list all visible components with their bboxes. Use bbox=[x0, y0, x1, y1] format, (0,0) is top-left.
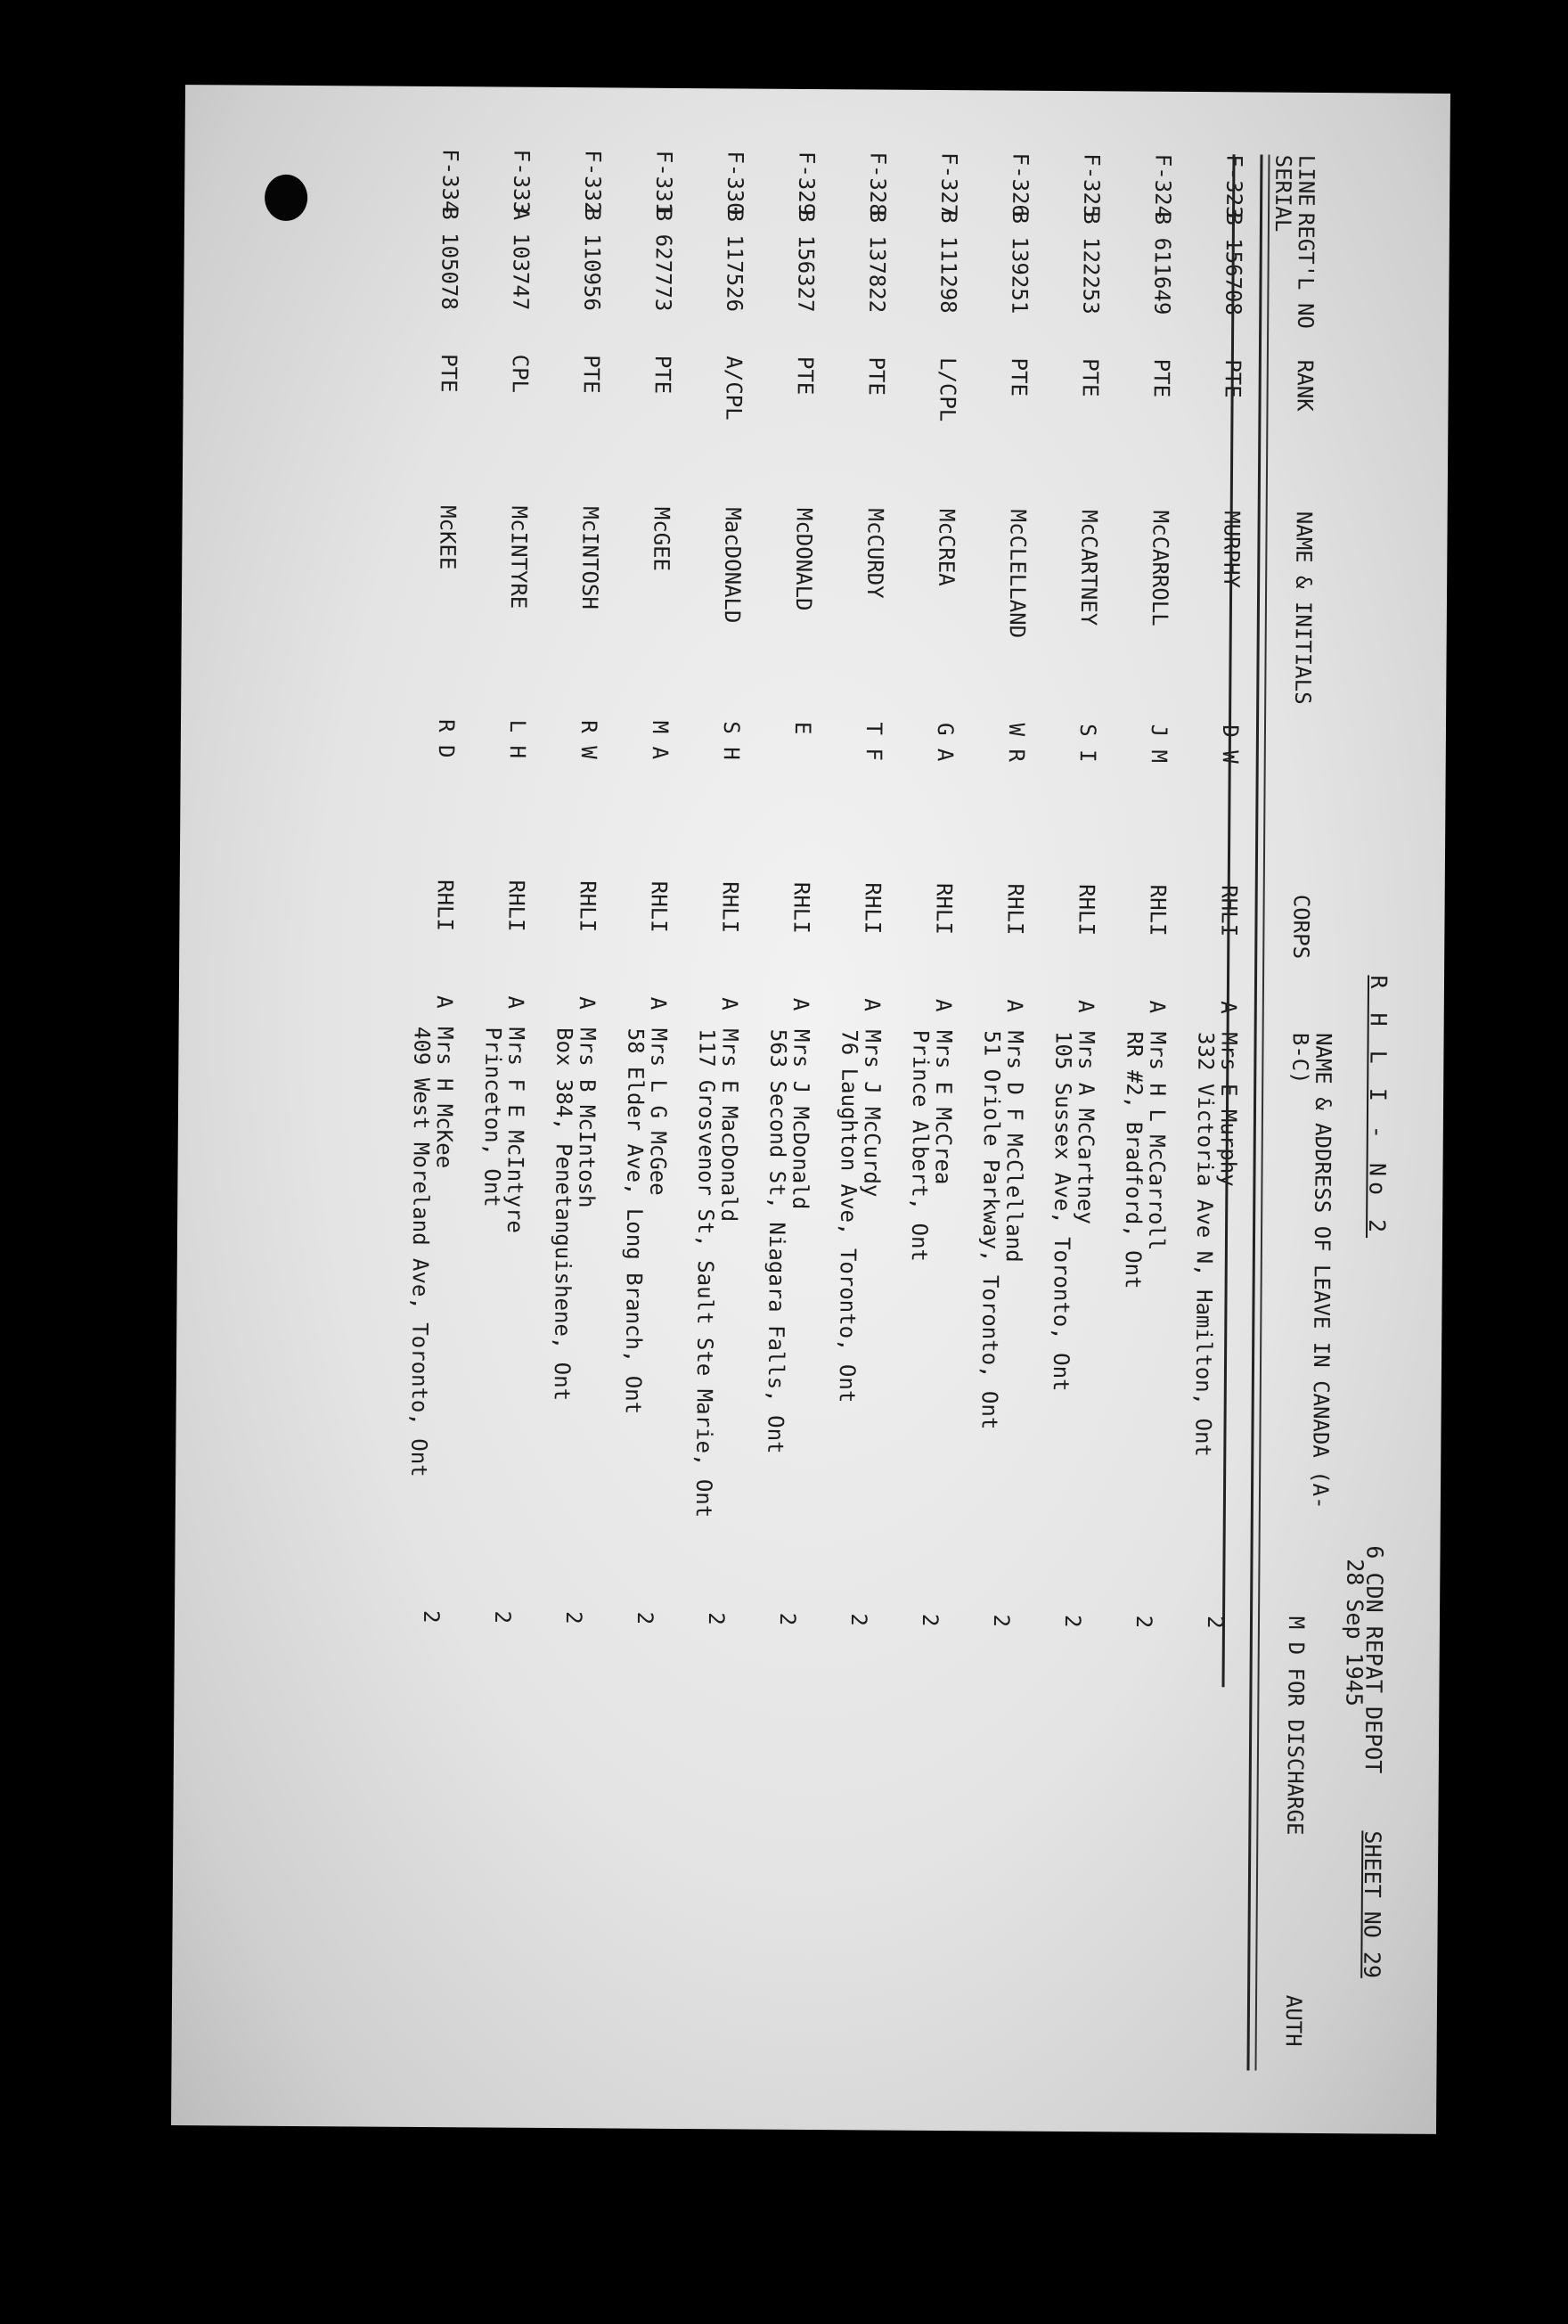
corps: RHLI bbox=[575, 880, 600, 933]
line-serial: F-328 bbox=[864, 151, 891, 217]
surname: McCARTNEY bbox=[1075, 510, 1102, 626]
surname: McGEE bbox=[649, 506, 674, 572]
rank: PTE bbox=[649, 355, 675, 395]
roll-rows bbox=[406, 149, 1247, 2097]
line-serial: F-326 bbox=[1007, 152, 1033, 217]
leave-address bbox=[622, 1028, 671, 1415]
leave-address bbox=[407, 1027, 457, 1477]
address-code: A bbox=[431, 995, 457, 1009]
table-row bbox=[1090, 153, 1175, 2097]
rank: PTE bbox=[1077, 358, 1103, 397]
line-serial: F-323 bbox=[1221, 154, 1247, 219]
surname: McINTYRE bbox=[505, 505, 532, 610]
address-street: 51 Oriole Parkway, Toronto, Ont bbox=[976, 1030, 1005, 1430]
surname: MacDONALD bbox=[719, 507, 746, 624]
rank: PTE bbox=[436, 354, 461, 393]
address-street: 563 Second St, Niagara Falls, Ont bbox=[763, 1028, 791, 1454]
regt-number: B 627773 bbox=[650, 208, 677, 312]
address-street: 409 West Moreland Ave, Toronto, Ont bbox=[406, 1026, 435, 1477]
table-row bbox=[592, 150, 676, 2093]
md-for-discharge: 2 bbox=[988, 1614, 1015, 1628]
initials: L H bbox=[504, 719, 531, 759]
md-for-discharge: 2 bbox=[632, 1611, 658, 1625]
initials: T F bbox=[861, 722, 887, 761]
rank: PTE bbox=[1006, 357, 1032, 397]
corps: RHLI bbox=[717, 881, 743, 934]
corps: RHLI bbox=[860, 882, 886, 935]
surname: McDONALD bbox=[790, 507, 817, 611]
address-name: Mrs J McDonald bbox=[788, 1028, 814, 1210]
regt-number: B 122253 bbox=[1078, 211, 1105, 315]
regt-number: B 111298 bbox=[935, 209, 962, 314]
address-street: 58 Elder Ave, Long Branch, Ont bbox=[620, 1027, 649, 1415]
surname: McCLELLAND bbox=[1004, 509, 1031, 639]
col-header-serial: LINE SERIAL bbox=[1270, 154, 1319, 233]
regt-number: B 139251 bbox=[1007, 210, 1033, 315]
col-header-address: NAME & ADDRESS OF LEAVE IN CANADA (A-B-C) bbox=[1287, 1032, 1336, 1510]
table-row bbox=[663, 151, 747, 2094]
table-row bbox=[805, 151, 890, 2095]
line-serial: F-329 bbox=[794, 151, 820, 217]
unit-title: R H L I - No 2 bbox=[1364, 975, 1392, 1239]
rank: L/CPL bbox=[935, 356, 960, 422]
col-header-md-discharge: M D FOR DISCHARGE bbox=[1282, 1616, 1310, 1836]
surname: McCREA bbox=[934, 508, 960, 586]
col-header-regt-no: REGT'L NO bbox=[1293, 212, 1319, 329]
table-row bbox=[1162, 154, 1246, 2098]
md-for-discharge: 2 bbox=[845, 1613, 872, 1626]
rank: PTE bbox=[578, 355, 604, 394]
address-code: A bbox=[788, 997, 813, 1011]
surname: McCARROLL bbox=[1147, 510, 1173, 626]
initials: R D bbox=[433, 719, 460, 758]
address-code: A bbox=[645, 996, 671, 1011]
rank: CPL bbox=[507, 354, 533, 394]
address-name: Mrs B McIntosh bbox=[574, 1027, 600, 1208]
table-row bbox=[520, 150, 605, 2093]
initials: S I bbox=[1074, 724, 1101, 763]
regt-number: B 137822 bbox=[864, 209, 891, 314]
table-row bbox=[378, 149, 462, 2092]
leave-address bbox=[1191, 1032, 1240, 1457]
regt-number: B 110956 bbox=[579, 208, 606, 311]
leave-address bbox=[692, 1028, 742, 1518]
leave-address bbox=[836, 1029, 885, 1403]
line-serial: F-325 bbox=[1078, 153, 1105, 218]
regt-number: A 103747 bbox=[508, 207, 535, 311]
col-header-auth: AUTH bbox=[1280, 1994, 1307, 2047]
address-name: Mrs D F McClelland bbox=[1000, 1030, 1028, 1263]
md-for-discharge: 2 bbox=[703, 1612, 730, 1625]
address-code: A bbox=[716, 997, 742, 1011]
corps: RHLI bbox=[1216, 885, 1242, 937]
initials: G A bbox=[932, 722, 959, 762]
surname: McCURDY bbox=[862, 508, 888, 599]
corps: RHLI bbox=[432, 880, 458, 932]
address-code: A bbox=[502, 995, 528, 1010]
corps: RHLI bbox=[646, 880, 672, 933]
regt-number: B 156708 bbox=[1221, 212, 1247, 315]
line-serial: F-330 bbox=[723, 151, 748, 216]
md-for-discharge: 2 bbox=[1202, 1616, 1229, 1629]
header-rule bbox=[1246, 154, 1262, 2070]
rank: PTE bbox=[1220, 359, 1245, 398]
address-street: 76 Laughton Ave, Toronto, Ont bbox=[834, 1029, 862, 1403]
document-page bbox=[171, 85, 1450, 2134]
address-street: 105 Sussex Ave, Toronto, Ont bbox=[1048, 1030, 1076, 1392]
address-name: Mrs A McCartney bbox=[1073, 1031, 1099, 1225]
corps: RHLI bbox=[503, 880, 529, 932]
corps: RHLI bbox=[1145, 884, 1171, 937]
address-street: Prince Albert, Ont bbox=[906, 1029, 934, 1263]
regt-number: B 105078 bbox=[437, 207, 463, 310]
surname: McKEE bbox=[435, 505, 461, 570]
leave-address bbox=[1049, 1031, 1098, 1392]
md-for-discharge: 2 bbox=[1131, 1615, 1157, 1629]
regt-number: B 156327 bbox=[793, 209, 820, 313]
leave-address bbox=[908, 1030, 956, 1262]
table-row bbox=[1019, 153, 1104, 2097]
initials: M A bbox=[647, 720, 674, 760]
table-row bbox=[734, 151, 819, 2094]
leave-address bbox=[480, 1027, 528, 1233]
leave-address bbox=[977, 1030, 1026, 1429]
rotated-nominal-roll bbox=[225, 147, 1396, 2098]
md-for-discharge: 2 bbox=[917, 1613, 943, 1627]
address-name: Mrs H L McCarroll bbox=[1143, 1031, 1171, 1251]
corps: RHLI bbox=[788, 881, 814, 934]
col-header-name: NAME & INITIALS bbox=[1290, 511, 1317, 705]
corps: RHLI bbox=[1074, 884, 1099, 937]
table-row bbox=[449, 149, 534, 2092]
address-name: Mrs E McCrea bbox=[930, 1029, 957, 1185]
depot-name: 6 CDN REPAT DEPOT bbox=[1360, 1545, 1388, 1774]
md-for-discharge: 2 bbox=[1059, 1614, 1086, 1628]
col-header-rank: RANK bbox=[1292, 359, 1318, 412]
address-code: A bbox=[1215, 1001, 1241, 1014]
table-row bbox=[877, 152, 961, 2096]
sheet-date: 28 Sep 1945 bbox=[1341, 1559, 1368, 1706]
address-name: Mrs E Murphy bbox=[1215, 1032, 1242, 1187]
line-serial: F-334 bbox=[437, 149, 463, 214]
initials: J M bbox=[1146, 724, 1172, 764]
surname: MURPHY bbox=[1219, 511, 1245, 589]
address-code: A bbox=[574, 996, 600, 1010]
address-code: A bbox=[1001, 999, 1027, 1013]
address-code: A bbox=[1073, 1000, 1098, 1013]
line-serial: F-327 bbox=[935, 151, 962, 217]
address-name: Mrs L G McGee bbox=[645, 1027, 672, 1196]
address-street: Princeton, Ont bbox=[479, 1027, 506, 1207]
leave-address bbox=[764, 1029, 813, 1454]
regt-number: B 117526 bbox=[722, 209, 748, 313]
rank: PTE bbox=[1148, 358, 1174, 398]
line-serial: F-331 bbox=[651, 150, 677, 216]
address-street: RR #2, Bradford, Ont bbox=[1120, 1031, 1147, 1289]
col-header-corps: CORPS bbox=[1288, 894, 1314, 960]
leave-address bbox=[1122, 1031, 1170, 1289]
initials: S H bbox=[718, 721, 745, 760]
sheet-number: SHEET NO 29 bbox=[1359, 1830, 1386, 1979]
md-for-discharge: 2 bbox=[560, 1611, 587, 1624]
address-code: A bbox=[1144, 1000, 1170, 1014]
md-for-discharge: 2 bbox=[774, 1612, 801, 1626]
address-street: 332 Victoria Ave N, Hamilton, Ont bbox=[1190, 1031, 1219, 1458]
line-serial: F-324 bbox=[1149, 153, 1176, 219]
address-code: A bbox=[859, 998, 885, 1012]
initials: W R bbox=[1003, 723, 1030, 763]
line-serial: F-333 bbox=[509, 149, 535, 215]
md-for-discharge: 2 bbox=[489, 1610, 516, 1624]
md-for-discharge: 2 bbox=[418, 1609, 445, 1624]
header-rule-upper bbox=[1254, 155, 1270, 2071]
address-name: Mrs H McKee bbox=[431, 1027, 458, 1169]
corps: RHLI bbox=[1002, 883, 1028, 936]
address-name: Mrs E MacDonald bbox=[716, 1028, 743, 1223]
rank: PTE bbox=[792, 356, 818, 396]
table-row bbox=[948, 152, 1033, 2096]
surname: McINTOSH bbox=[576, 506, 603, 610]
regt-number: B 611649 bbox=[1149, 211, 1176, 315]
line-serial: F-332 bbox=[580, 150, 606, 215]
address-name: Mrs F E McIntyre bbox=[502, 1027, 529, 1233]
address-street: 117 Grosvenor St, Sault Ste Marie, Ont bbox=[690, 1028, 720, 1518]
rank: PTE bbox=[863, 356, 889, 396]
rank: A/CPL bbox=[721, 356, 747, 421]
address-street: Box 384, Penetanguishene, Ont bbox=[549, 1027, 577, 1402]
leave-address bbox=[551, 1027, 600, 1401]
initials: E bbox=[789, 721, 816, 735]
corps: RHLI bbox=[931, 882, 957, 935]
initials: D W bbox=[1217, 724, 1244, 764]
initials: R W bbox=[576, 720, 602, 759]
address-name: Mrs J McCurdy bbox=[859, 1029, 886, 1198]
address-code: A bbox=[930, 998, 956, 1012]
